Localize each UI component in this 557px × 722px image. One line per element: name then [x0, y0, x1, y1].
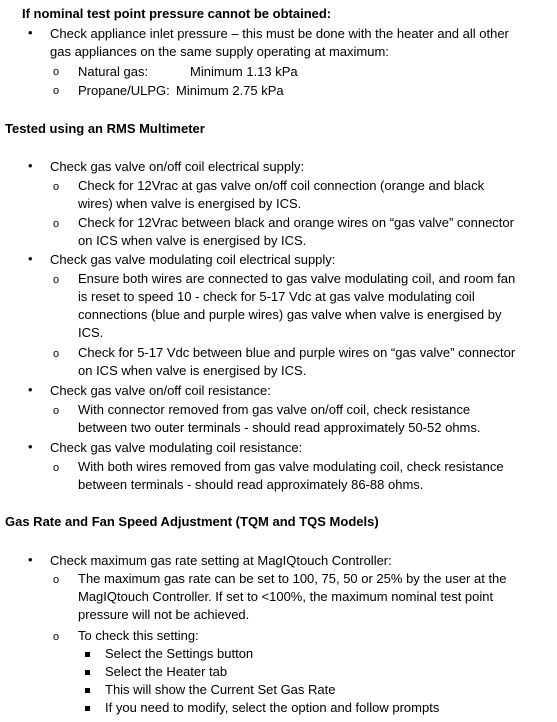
sub-item-text: connections (blue and purple wires) gas valve when valve is energised by	[78, 307, 502, 322]
sub-item-text: MagIQtouch Controller. If set to <100%, the maximum nominal test point	[78, 589, 494, 604]
list-item-text: Check gas valve modulating coil resistance:	[50, 440, 303, 455]
sub-item-text: Check for 5-17 Vdc between blue and purple wires on “gas valve” connector	[78, 345, 516, 360]
gas-type-label: Propane/ULPG:	[78, 83, 170, 98]
bullet-icon: •	[28, 439, 33, 454]
square-bullet-icon	[85, 706, 90, 711]
list-item-text: gas appliances on the same supply operating at maximum:	[50, 44, 389, 59]
bullet-icon: •	[28, 382, 33, 397]
step-item-text: Select the Heater tab	[105, 664, 228, 679]
list-item-text: Check gas valve on/off coil electrical supply:	[50, 159, 305, 174]
sub-item-text: on ICS when valve is energised by ICS.	[78, 233, 307, 248]
sub-item-text: With both wires removed from gas valve modulating coil, check resistance	[78, 459, 504, 474]
square-bullet-icon	[85, 688, 90, 693]
step-item-text: If you need to modify, select the option and follow prompts	[105, 700, 440, 715]
bullet-icon: •	[28, 552, 33, 567]
sub-item-text: between two outer terminals - should read approximately 50-52 ohms.	[78, 420, 481, 435]
list-item-text: Check appliance inlet pressure – this must be done with the heater and all other	[50, 26, 509, 41]
bullet-icon: •	[28, 158, 33, 173]
sub-bullet-icon: o	[53, 462, 60, 474]
sub-item-text: is reset to speed 10 - check for 5-17 Vdc at gas valve modulating coil	[78, 289, 475, 304]
gas-pressure-value: Minimum 2.75 kPa	[176, 83, 284, 98]
sub-item-text: wires) when valve is energised by ICS.	[78, 196, 302, 211]
list-item-text: Check maximum gas rate setting at MagIQtouch Controller:	[50, 553, 392, 568]
section-heading-test-point: If nominal test point pressure cannot be obtained:	[22, 6, 332, 21]
sub-item-text: Check for 12Vrac at gas valve on/off coil connection (orange and black	[78, 178, 485, 193]
sub-bullet-icon: o	[53, 274, 60, 286]
sub-bullet-icon: o	[53, 218, 60, 230]
sub-bullet-icon: o	[53, 405, 60, 417]
square-bullet-icon	[85, 652, 90, 657]
section-heading-rms: Tested using an RMS Multimeter	[5, 121, 205, 136]
sub-item-text: pressure will not be achieved.	[78, 607, 250, 622]
sub-bullet-icon: o	[53, 631, 60, 643]
section-heading-gas-rate: Gas Rate and Fan Speed Adjustment (TQM and TQS Models)	[5, 514, 379, 529]
bullet-icon: •	[28, 25, 33, 40]
sub-bullet-icon: o	[53, 85, 60, 97]
square-bullet-icon	[85, 670, 90, 675]
bullet-icon: •	[28, 251, 33, 266]
list-item-text: Check gas valve on/off coil resistance:	[50, 383, 271, 398]
step-item-text: This will show the Current Set Gas Rate	[105, 682, 336, 697]
step-item-text: Select the Settings button	[105, 646, 254, 661]
list-item-text: Check gas valve modulating coil electrical supply:	[50, 252, 336, 267]
sub-bullet-icon: o	[53, 66, 60, 78]
sub-item-text: on ICS when valve is energised by ICS.	[78, 363, 307, 378]
sub-item-text: With connector removed from gas valve on/off coil, check resistance	[78, 402, 471, 417]
sub-bullet-icon: o	[53, 348, 60, 360]
sub-item-text: between terminals - should read approximately 86-88 ohms.	[78, 477, 424, 492]
sub-item-text: ICS.	[78, 325, 104, 340]
gas-pressure-value: Minimum 1.13 kPa	[190, 64, 298, 79]
gas-type-label: Natural gas:	[78, 64, 149, 79]
sub-item-text: To check this setting:	[78, 628, 199, 643]
sub-item-text: Check for 12Vrac between black and orange wires on “gas valve” connector	[78, 215, 514, 230]
sub-bullet-icon: o	[53, 181, 60, 193]
sub-item-text: The maximum gas rate can be set to 100, 75, 50 or 25% by the user at the	[78, 571, 507, 586]
sub-bullet-icon: o	[53, 574, 60, 586]
sub-item-text: Ensure both wires are connected to gas valve modulating coil, and room fan	[78, 271, 516, 286]
